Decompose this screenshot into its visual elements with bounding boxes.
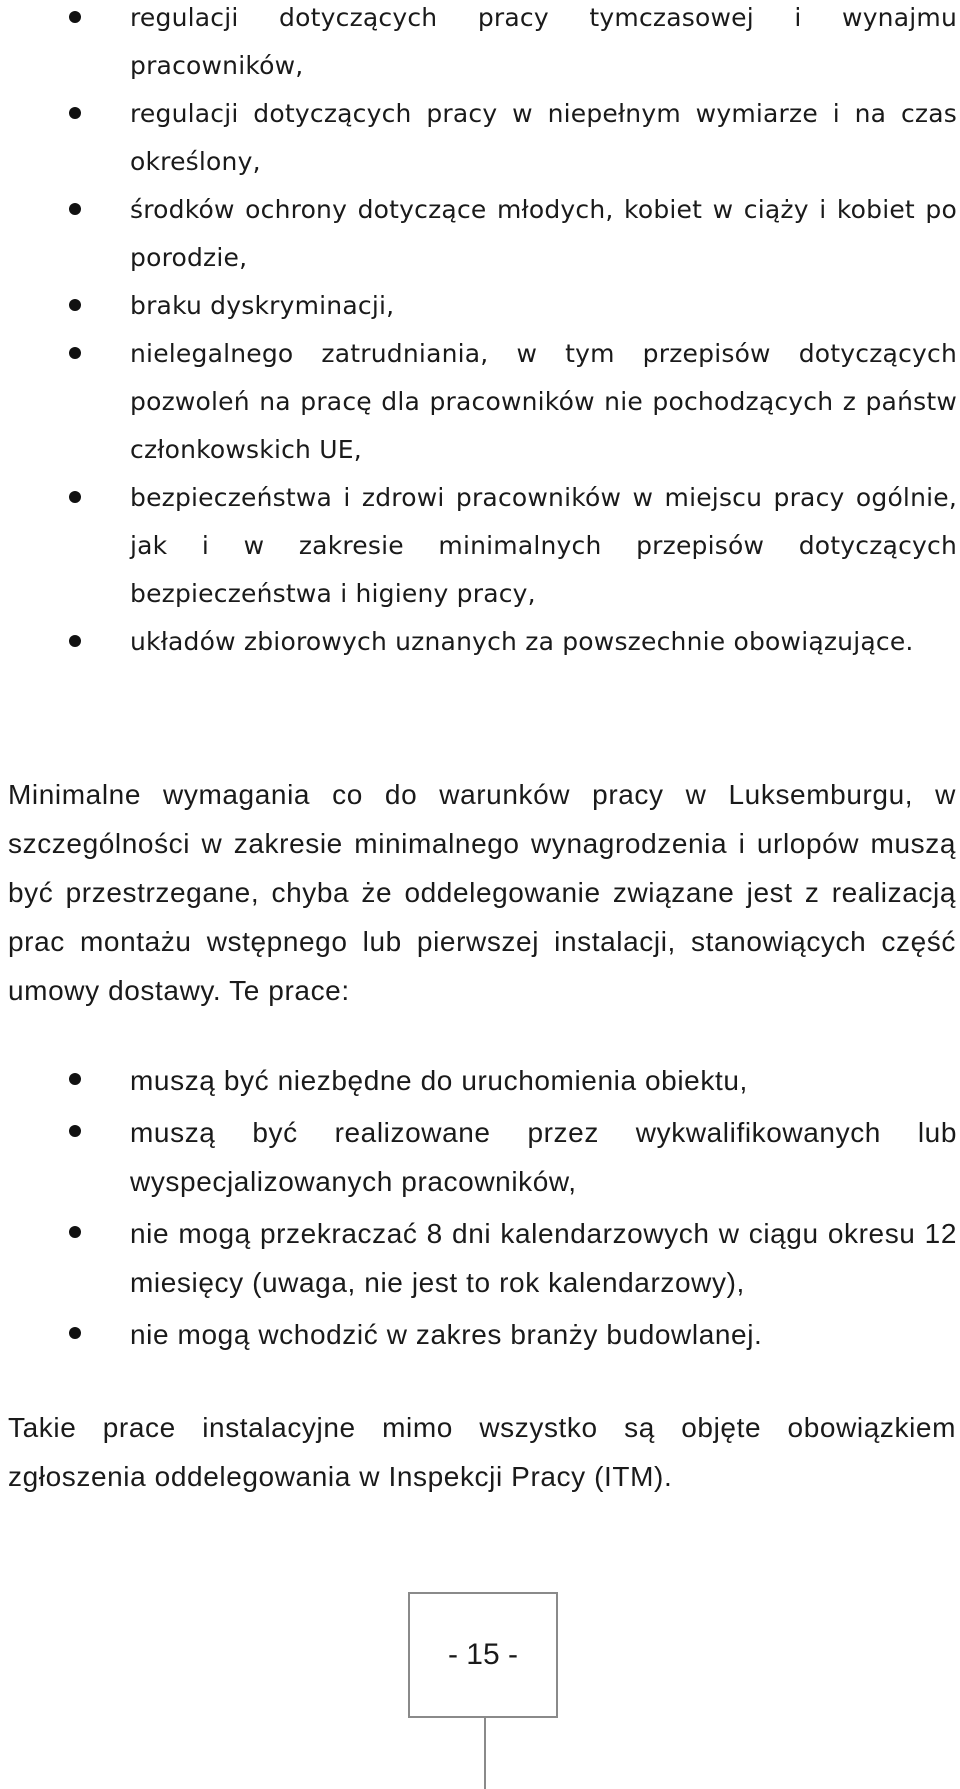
bullet-icon xyxy=(69,11,81,23)
bullet-icon xyxy=(69,347,81,359)
list-item-text: nielegalnego zatrudniania, w tym przepisów dotyczących pozwoleń na pracę dla pracowników nie pochodzących z państw członkowskich UE, xyxy=(130,339,957,464)
page-number-box xyxy=(408,1592,558,1718)
page-number-connector-line xyxy=(484,1718,486,1789)
minimum-requirements-paragraph: Minimalne wymagania co do warunków pracy w Luksemburgu, w szczególności w zakresie minimalnego wynagrodzenia i urlopów muszą być przestrzegane, chyba że oddelegowanie związane jest z realizacją prac montażu wstępnego lub pierwszej instalacji, stanowiących część umowy dostawy. Te prace: xyxy=(8,779,956,1006)
list-item-text: układów zbiorowych uznanych za powszechnie obowiązujące. xyxy=(130,627,914,656)
bullet-icon xyxy=(69,635,81,647)
list-item-text: muszą być niezbędne do uruchomienia obiektu, xyxy=(130,1065,748,1096)
list-item xyxy=(0,618,960,666)
list-item xyxy=(0,186,960,282)
bullet-icon xyxy=(69,1125,81,1137)
bullet-icon xyxy=(69,299,81,311)
list-item xyxy=(0,330,960,474)
bullet-icon xyxy=(69,1327,81,1339)
list-item xyxy=(0,1108,960,1206)
list-item xyxy=(0,1056,960,1105)
bullet-icon xyxy=(69,1073,81,1085)
list-item-text: środków ochrony dotyczące młodych, kobiet w ciąży i kobiet po porodzie, xyxy=(130,195,957,272)
notification-paragraph: Takie prace instalacyjne mimo wszystko są objęte obowiązkiem zgłoszenia oddelegowania w Inspekcji Pracy (ITM). xyxy=(8,1412,956,1492)
list-item xyxy=(0,1209,960,1307)
list-item-text: regulacji dotyczących pracy w niepełnym wymiarze i na czas określony, xyxy=(130,99,957,176)
list-item-text: nie mogą przekraczać 8 dni kalendarzowych w ciągu okresu 12 miesięcy (uwaga, nie jest to rok kalendarzowy), xyxy=(130,1218,957,1298)
list-item xyxy=(0,90,960,186)
bullet-icon xyxy=(69,203,81,215)
list-item-text: muszą być realizowane przez wykwalifikowanych lub wyspecjalizowanych pracowników, xyxy=(130,1117,957,1197)
list-item-text: braku dyskryminacji, xyxy=(130,291,395,320)
bullet-icon xyxy=(69,1226,81,1238)
installation-conditions-list xyxy=(0,1056,960,1359)
regulation-list xyxy=(0,0,960,666)
list-item xyxy=(0,0,960,90)
list-item-text: nie mogą wchodzić w zakres branży budowlanej. xyxy=(130,1319,763,1350)
list-item-text: regulacji dotyczących pracy tymczasowej i wynajmu pracowników, xyxy=(130,3,957,80)
list-item xyxy=(0,474,960,618)
bullet-icon xyxy=(69,491,81,503)
page-number: - 15 - xyxy=(447,1638,519,1671)
list-item xyxy=(0,1310,960,1359)
list-item-text: bezpieczeństwa i zdrowi pracowników w miejscu pracy ogólnie, jak i w zakresie minimalnych przepisów dotyczących bezpieczeństwa i higieny pracy, xyxy=(130,483,957,608)
bullet-icon xyxy=(69,107,81,119)
list-item xyxy=(0,282,960,330)
